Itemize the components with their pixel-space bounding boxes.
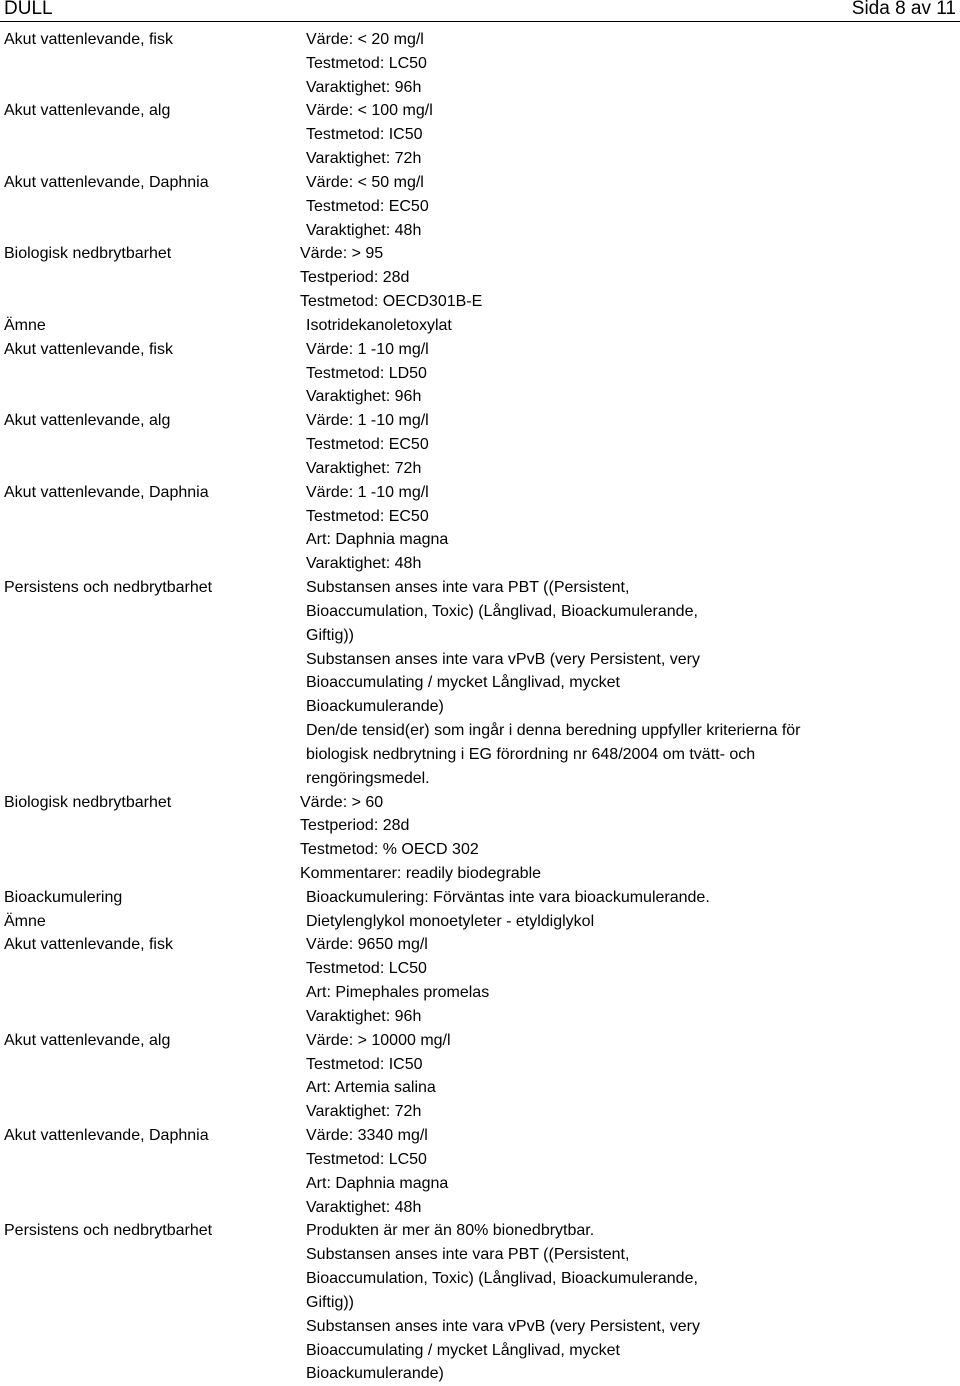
property-values bbox=[300, 242, 860, 313]
property-label: Akut vattenlevande, alg bbox=[4, 1031, 171, 1049]
property-values bbox=[306, 886, 866, 910]
property-value-line: Dietylenglykol monoetyleter - etyldiglykol bbox=[306, 912, 595, 930]
property-label: Ämne bbox=[4, 316, 46, 334]
page-header bbox=[0, 0, 960, 22]
property-label: Akut vattenlevande, Daphnia bbox=[4, 1127, 209, 1145]
property-row bbox=[0, 791, 960, 886]
property-label: Persistens och nedbrytbarhet bbox=[4, 1222, 213, 1240]
property-value-line: Testmetod: LC50 bbox=[306, 54, 427, 72]
property-row bbox=[0, 886, 960, 910]
property-label: Akut vattenlevande, fisk bbox=[4, 936, 173, 954]
property-value-line: Varaktighet: 72h bbox=[306, 459, 422, 477]
property-value-line: Testmetod: LD50 bbox=[306, 364, 427, 382]
property-value-line: Substansen anses inte vara vPvB (very Persistent, very bbox=[306, 650, 700, 668]
property-value-line: Varaktighet: 48h bbox=[306, 1198, 422, 1216]
property-value-line: Kommentarer: readily biodegrable bbox=[300, 864, 542, 882]
property-value-line: Testmetod: IC50 bbox=[306, 1055, 423, 1073]
property-values bbox=[306, 171, 866, 242]
property-label: Akut vattenlevande, Daphnia bbox=[4, 173, 209, 191]
property-value-line: Isotridekanoletoxylat bbox=[306, 316, 452, 334]
property-row bbox=[0, 314, 960, 338]
page-number: Sida 8 av 11 bbox=[851, 0, 956, 19]
property-values bbox=[306, 576, 866, 790]
property-value-line: Värde: 3340 mg/l bbox=[306, 1127, 428, 1145]
property-value-line: Bioackumulerande) bbox=[306, 1365, 444, 1383]
property-value-line: Värde: > 60 bbox=[300, 793, 384, 811]
property-value-line: Testmetod: EC50 bbox=[306, 436, 429, 454]
property-value-line: Art: Pimephales promelas bbox=[306, 984, 490, 1002]
property-values bbox=[306, 1219, 866, 1386]
property-row bbox=[0, 338, 960, 409]
property-value-line: Varaktighet: 96h bbox=[306, 78, 422, 96]
property-value-line: Värde: 1 -10 mg/l bbox=[306, 412, 429, 430]
property-value-line: Bioaccumulating / mycket Långlivad, mycket bbox=[306, 674, 620, 692]
property-value-line: Värde: 9650 mg/l bbox=[306, 936, 428, 954]
ecotoxicity-section bbox=[0, 28, 960, 1386]
product-name: DULL bbox=[4, 0, 53, 19]
property-label: Akut vattenlevande, fisk bbox=[4, 31, 173, 48]
property-value-line: Varaktighet: 96h bbox=[306, 388, 422, 406]
property-values bbox=[306, 910, 866, 934]
property-row bbox=[0, 409, 960, 480]
property-value-line: Testmetod: EC50 bbox=[306, 507, 429, 525]
property-value-line: rengöringsmedel. bbox=[306, 769, 430, 787]
property-value-line: Varaktighet: 72h bbox=[306, 1103, 422, 1121]
property-label: Akut vattenlevande, alg bbox=[4, 102, 171, 120]
property-value-line: Värde: > 95 bbox=[300, 245, 384, 263]
property-value-line: Giftig)) bbox=[306, 626, 354, 644]
property-value-line: Värde: < 20 mg/l bbox=[306, 31, 424, 48]
property-value-line: Testmetod: IC50 bbox=[306, 126, 423, 144]
property-label: Biologisk nedbrytbarhet bbox=[4, 793, 172, 811]
property-row bbox=[0, 576, 960, 790]
property-label: Akut vattenlevande, Daphnia bbox=[4, 483, 209, 501]
property-value-line: Substansen anses inte vara PBT ((Persistent, bbox=[306, 579, 630, 597]
property-values bbox=[306, 1029, 866, 1124]
property-values bbox=[306, 481, 866, 576]
property-value-line: Bioaccumulating / mycket Långlivad, mycket bbox=[306, 1341, 620, 1359]
property-label: Bioackumulering bbox=[4, 888, 123, 906]
property-row bbox=[0, 1124, 960, 1219]
property-value-line: Substansen anses inte vara vPvB (very Persistent, very bbox=[306, 1317, 700, 1335]
property-value-line: Bioaccumulation, Toxic) (Långlivad, Bioackumulerande, bbox=[306, 602, 698, 620]
property-value-line: Varaktighet: 72h bbox=[306, 150, 422, 168]
property-value-line: Värde: < 50 mg/l bbox=[306, 173, 424, 191]
property-value-line: Testmetod: LC50 bbox=[306, 960, 427, 978]
property-values bbox=[306, 314, 866, 338]
property-values bbox=[300, 791, 860, 886]
property-value-line: Värde: 1 -10 mg/l bbox=[306, 340, 429, 358]
property-row bbox=[0, 171, 960, 242]
property-values bbox=[306, 1124, 866, 1219]
property-value-line: Substansen anses inte vara PBT ((Persistent, bbox=[306, 1246, 630, 1264]
property-value-line: Varaktighet: 48h bbox=[306, 221, 422, 239]
property-values bbox=[306, 338, 866, 409]
property-row bbox=[0, 99, 960, 170]
property-value-line: Testperiod: 28d bbox=[300, 817, 410, 835]
property-label: Biologisk nedbrytbarhet bbox=[4, 245, 172, 263]
property-values bbox=[306, 99, 866, 170]
property-value-line: Den/de tensid(er) som ingår i denna beredning uppfyller kriterierna för bbox=[306, 722, 801, 740]
property-value-line: Testperiod: 28d bbox=[300, 269, 410, 287]
property-row bbox=[0, 933, 960, 1028]
property-values bbox=[306, 933, 866, 1028]
property-value-line: Art: Daphnia magna bbox=[306, 1174, 449, 1192]
property-value-line: Värde: > 10000 mg/l bbox=[306, 1031, 451, 1049]
property-row bbox=[0, 1219, 960, 1386]
property-label: Persistens och nedbrytbarhet bbox=[4, 579, 213, 597]
property-value-line: Testmetod: EC50 bbox=[306, 197, 429, 215]
property-row bbox=[0, 242, 960, 313]
property-value-line: Produkten är mer än 80% bionedbrytbar. bbox=[306, 1222, 595, 1240]
property-value-line: Varaktighet: 96h bbox=[306, 1007, 422, 1025]
property-value-line: Testmetod: % OECD 302 bbox=[300, 841, 479, 859]
property-values bbox=[306, 409, 866, 480]
property-value-line: Art: Artemia salina bbox=[306, 1079, 436, 1097]
property-label: Akut vattenlevande, fisk bbox=[4, 340, 173, 358]
property-value-line: Testmetod: OECD301B-E bbox=[300, 293, 483, 311]
property-values bbox=[306, 28, 866, 99]
property-value-line: Varaktighet: 48h bbox=[306, 555, 422, 573]
property-value-line: biologisk nedbrytning i EG förordning nr 648/2004 om tvätt- och bbox=[306, 745, 756, 763]
property-value-line: Bioaccumulation, Toxic) (Långlivad, Bioackumulerande, bbox=[306, 1270, 698, 1288]
property-value-line: Testmetod: LC50 bbox=[306, 1150, 427, 1168]
property-row bbox=[0, 481, 960, 576]
property-label: Akut vattenlevande, alg bbox=[4, 412, 171, 430]
property-value-line: Bioackumulering: Förväntas inte vara bioackumulerande. bbox=[306, 888, 710, 906]
property-value-line: Giftig)) bbox=[306, 1293, 354, 1311]
property-value-line: Art: Daphnia magna bbox=[306, 531, 449, 549]
property-row bbox=[0, 910, 960, 934]
property-value-line: Bioackumulerande) bbox=[306, 698, 444, 716]
property-label: Ämne bbox=[4, 912, 46, 930]
property-row bbox=[0, 28, 960, 99]
property-row bbox=[0, 1029, 960, 1124]
property-value-line: Värde: < 100 mg/l bbox=[306, 102, 433, 120]
property-value-line: Värde: 1 -10 mg/l bbox=[306, 483, 429, 501]
